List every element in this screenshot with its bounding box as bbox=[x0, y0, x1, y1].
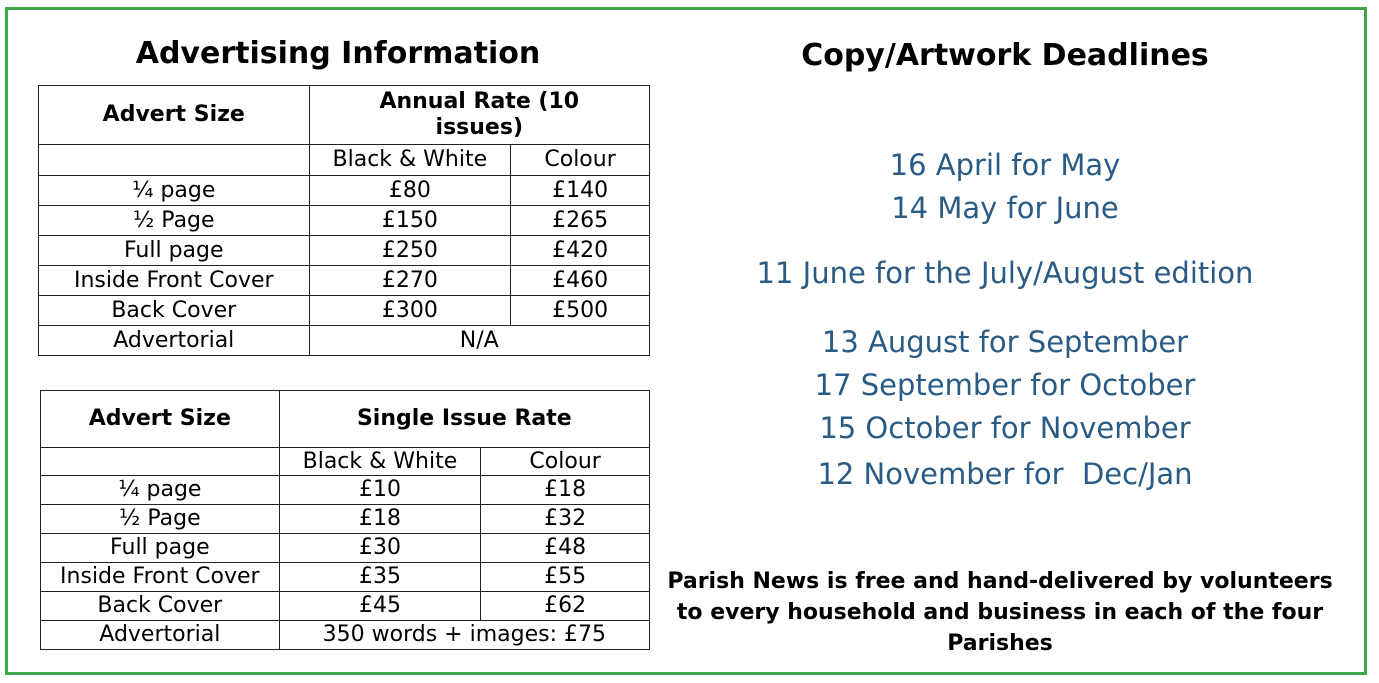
table-row bbox=[39, 296, 650, 326]
table-row bbox=[41, 592, 650, 621]
single-issue-table bbox=[40, 390, 650, 650]
table-row bbox=[39, 176, 650, 206]
colour-price-cell: £140 bbox=[511, 176, 650, 206]
list-item: 13 August for September bbox=[821, 325, 1189, 359]
size-cell: Back Cover bbox=[41, 592, 280, 621]
table-row bbox=[41, 476, 650, 505]
annual-blank-cell bbox=[39, 145, 310, 176]
list-item: 15 October for November bbox=[819, 411, 1191, 445]
colour-price-cell: £420 bbox=[511, 236, 650, 266]
colour-price-cell: £500 bbox=[511, 296, 650, 326]
annual-rate-header: Annual Rate (10 issues) bbox=[309, 86, 649, 145]
colour-price-cell: £265 bbox=[511, 206, 650, 236]
table-row bbox=[41, 534, 650, 563]
annual-colour-subheader: Colour bbox=[511, 145, 650, 176]
bw-price-cell: £35 bbox=[279, 563, 481, 592]
list-item: 14 May for June bbox=[891, 191, 1119, 225]
single-size-header: Advert Size bbox=[41, 391, 280, 448]
single-colour-subheader: Colour bbox=[481, 448, 650, 476]
size-cell: Back Cover bbox=[39, 296, 310, 326]
table-row bbox=[39, 206, 650, 236]
size-cell: ½ Page bbox=[39, 206, 310, 236]
bw-price-cell: £45 bbox=[279, 592, 481, 621]
bw-price-cell: £250 bbox=[309, 236, 511, 266]
table-row bbox=[41, 505, 650, 534]
annual-bw-subheader: Black & White bbox=[309, 145, 511, 176]
size-cell: Advertorial bbox=[39, 326, 310, 356]
colour-price-cell: £48 bbox=[481, 534, 650, 563]
bw-price-cell: £30 bbox=[279, 534, 481, 563]
colour-price-cell: £62 bbox=[481, 592, 650, 621]
advertorial-price-cell: N/A bbox=[309, 326, 649, 356]
bw-price-cell: £80 bbox=[309, 176, 511, 206]
list-item: 11 June for the July/August edition bbox=[756, 256, 1254, 290]
size-cell: ¼ page bbox=[41, 476, 280, 505]
single-rate-header: Single Issue Rate bbox=[279, 391, 649, 448]
deadlines-title: Copy/Artwork Deadlines bbox=[801, 38, 1209, 73]
size-cell: Full page bbox=[39, 236, 310, 266]
bw-price-cell: £300 bbox=[309, 296, 511, 326]
list-item: 17 September for October bbox=[814, 368, 1196, 402]
annual-rate-table bbox=[38, 85, 650, 356]
size-cell: Inside Front Cover bbox=[41, 563, 280, 592]
size-cell: ½ Page bbox=[41, 505, 280, 534]
annual-size-header: Advert Size bbox=[39, 86, 310, 145]
table-row bbox=[41, 621, 650, 650]
bw-price-cell: £18 bbox=[279, 505, 481, 534]
bw-price-cell: £150 bbox=[309, 206, 511, 236]
bw-price-cell: £270 bbox=[309, 266, 511, 296]
table-row bbox=[39, 326, 650, 356]
size-cell: Inside Front Cover bbox=[39, 266, 310, 296]
list-item: 12 November for Dec/Jan bbox=[817, 457, 1193, 491]
single-blank-cell bbox=[41, 448, 280, 476]
colour-price-cell: £18 bbox=[481, 476, 650, 505]
list-item: 16 April for May bbox=[889, 148, 1121, 182]
single-bw-subheader: Black & White bbox=[279, 448, 481, 476]
table-row bbox=[39, 236, 650, 266]
colour-price-cell: £460 bbox=[511, 266, 650, 296]
size-cell: ¼ page bbox=[39, 176, 310, 206]
size-cell: Full page bbox=[41, 534, 280, 563]
colour-price-cell: £32 bbox=[481, 505, 650, 534]
distribution-note: Parish News is free and hand-delivered by volunteers to every household and business in each of the four Parishes bbox=[667, 569, 1333, 656]
colour-price-cell: £55 bbox=[481, 563, 650, 592]
table-row bbox=[41, 563, 650, 592]
bw-price-cell: £10 bbox=[279, 476, 481, 505]
advertising-title: Advertising Information bbox=[135, 36, 541, 71]
advertorial-price-cell: 350 words + images: £75 bbox=[279, 621, 649, 650]
table-row bbox=[39, 266, 650, 296]
size-cell: Advertorial bbox=[41, 621, 280, 650]
